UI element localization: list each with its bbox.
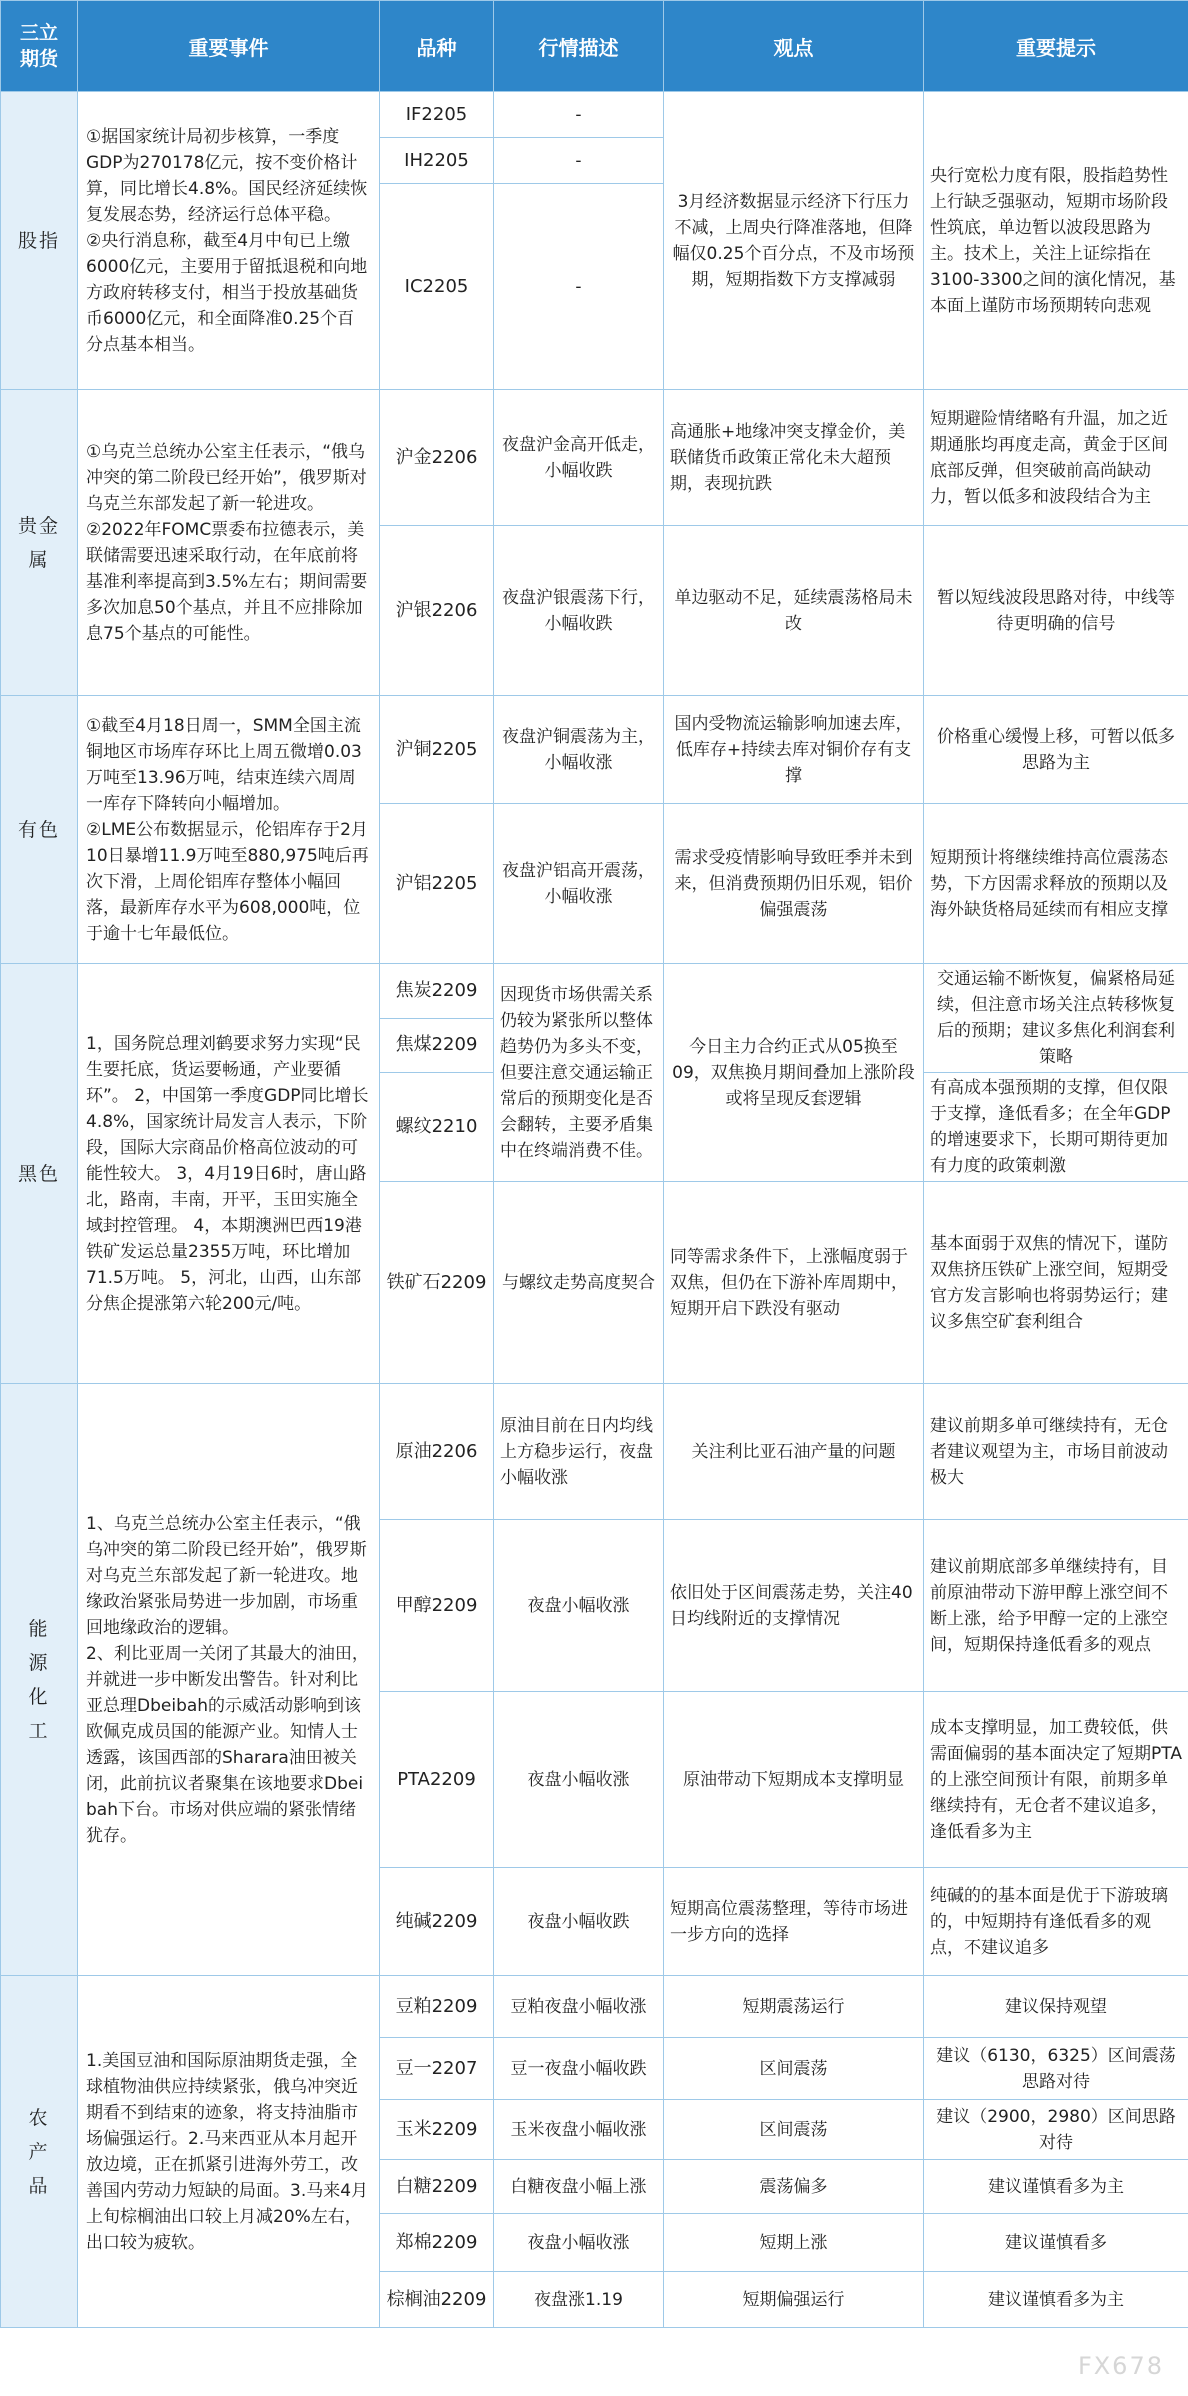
market-cell: 夜盘小幅收涨: [494, 2214, 664, 2272]
header-variety: 品种: [380, 1, 494, 92]
table-row: [1, 1976, 1188, 2038]
market-cell: 与螺纹走势高度契合: [494, 1182, 664, 1384]
header-event: 重要事件: [78, 1, 380, 92]
table-row: [1, 390, 1188, 526]
category-ferrous: 黑色: [1, 964, 78, 1384]
view-cell: 区间震荡: [664, 2038, 924, 2100]
market-cell: 夜盘涨1.19: [494, 2272, 664, 2328]
tip-cell: 建议谨慎看多为主: [924, 2272, 1188, 2328]
market-cell: 豆一夜盘小幅收跌: [494, 2038, 664, 2100]
header-market: 行情描述: [494, 1, 664, 92]
view-cell: 区间震荡: [664, 2100, 924, 2160]
view-cell: 高通胀+地缘冲突支撑金价，美联储货币政策正常化未大超预期，表现抗跌: [664, 390, 924, 526]
category-agri: [1, 1976, 78, 2328]
category-energy: [1, 1384, 78, 1976]
tip-cell: 成本支撑明显，加工费较低，供需面偏弱的基本面决定了短期PTA的上涨空间预计有限，前期多单继续持有，无仓者不建议追多，逢低看多为主: [924, 1692, 1188, 1868]
symbol-cell: 郑棉2209: [380, 2214, 494, 2272]
symbol-cell: 沪银2206: [380, 526, 494, 696]
view-cell: 原油带动下短期成本支撑明显: [664, 1692, 924, 1868]
category-nonferrous: 有色: [1, 696, 78, 964]
view-cell: 单边驱动不足，延续震荡格局未改: [664, 526, 924, 696]
market-cell: -: [494, 138, 664, 184]
symbol-cell: 焦炭2209: [380, 964, 494, 1019]
view-cell: 震荡偏多: [664, 2160, 924, 2214]
symbol-cell: 沪铝2205: [380, 804, 494, 964]
table-row: [1, 964, 1188, 1019]
symbol-cell: 焦煤2209: [380, 1018, 494, 1073]
market-cell: 夜盘沪铜震荡为主，小幅收涨: [494, 696, 664, 804]
category-equity: 股指: [1, 92, 78, 390]
symbol-cell: IC2205: [380, 184, 494, 390]
market-cell: 白糖夜盘小幅上涨: [494, 2160, 664, 2214]
tip-cell: 建议谨慎看多: [924, 2214, 1188, 2272]
tip-cell: 建议保持观望: [924, 1976, 1188, 2038]
event-nonferrous: [78, 696, 380, 964]
header-view: 观点: [664, 1, 924, 92]
view-cell: 依旧处于区间震荡走势，关注40日均线附近的支撑情况: [664, 1520, 924, 1692]
symbol-cell: 原油2206: [380, 1384, 494, 1520]
view-cell: 短期偏强运行: [664, 2272, 924, 2328]
symbol-cell: 棕榈油2209: [380, 2272, 494, 2328]
event-paragraph: 2、利比亚周一关闭了其最大的油田，并就进一步中断发出警告。针对利比亚总理Dbeibah的示威活动影响到该欧佩克成员国的能源产业。知情人士透露，该国西部的Sharara油田被关闭，此前抗议者聚集在该地要求Dbeibah下台。市场对供应端的紧张情绪犹存。: [86, 1643, 369, 1846]
tip-equity: 央行宽松力度有限，股指趋势性上行缺乏强驱动，短期市场阶段性筑底，单边暂以波段思路为主。技术上，关注上证综指在3100-3300之间的演化情况，基本面上谨防市场预期转向悲观: [924, 92, 1188, 390]
market-cell: 原油目前在日内均线上方稳步运行，夜盘小幅收涨: [494, 1384, 664, 1520]
watermark-logo: FX678: [1077, 2352, 1164, 2380]
event-paragraph: ②LME公布数据显示，伦铝库存于2月10日暴增11.9万吨至880,975吨后再次下滑，上周伦铝库存整体小幅回落，最新库存水平为608,000吨，位于逾十七年最低位。: [86, 819, 369, 944]
event-paragraph: ②央行消息称，截至4月中旬已上缴6000亿元，主要用于留抵退税和向地方政府转移支付，相当于投放基础货币6000亿元，和全面降准0.25个百分点基本相当。: [86, 230, 368, 355]
market-ferrous-shared: 因现货市场供需关系仍较为紧张所以整体趋势仍为多头不变，但要注意交通运输正常后的预期变化是否会翻转，主要矛盾集中在终端消费不佳。: [494, 964, 664, 1182]
view-equity: 3月经济数据显示经济下行压力不减，上周央行降准落地，但降幅仅0.25个百分点，不及市场预期，短期指数下方支撑减弱: [664, 92, 924, 390]
event-energy: [78, 1384, 380, 1976]
tip-ferrous-coke: 交通运输不断恢复，偏紧格局延续，但注意市场关注点转移恢复后的预期；建议多焦化利润套利策略: [924, 964, 1188, 1073]
category-agri-label: 农产品: [28, 2106, 50, 2197]
market-cell: 夜盘沪铝高开震荡，小幅收涨: [494, 804, 664, 964]
market-cell: 夜盘小幅收涨: [494, 1520, 664, 1692]
event-paragraph: 1、乌克兰总统办公室主任表示，“俄乌冲突的第二阶段已经开始”，俄罗斯对乌克兰东部发起了新一轮进攻。地缘政治紧张局势进一步加剧，市场重回地缘政治的逻辑。: [86, 1513, 367, 1638]
header-row: [1, 1, 1188, 92]
event-paragraph: ①据国家统计局初步核算，一季度GDP为270178亿元，按不变价格计算，同比增长4.8%。国民经济延续恢复发展态势，经济运行总体平稳。: [86, 126, 368, 225]
symbol-cell: 铁矿石2209: [380, 1182, 494, 1384]
market-cell: -: [494, 184, 664, 390]
view-cell: 短期高位震荡整理，等待市场进一步方向的选择: [664, 1868, 924, 1976]
tip-cell: 建议（6130，6325）区间震荡思路对待: [924, 2038, 1188, 2100]
symbol-cell: IH2205: [380, 138, 494, 184]
tip-cell: 价格重心缓慢上移，可暂以低多思路为主: [924, 696, 1188, 804]
tip-cell: 短期避险情绪略有升温，加之近期通胀均再度走高，黄金于区间底部反弹，但突破前高尚缺动力，暂以低多和波段结合为主: [924, 390, 1188, 526]
view-cell: 短期上涨: [664, 2214, 924, 2272]
symbol-cell: 沪铜2205: [380, 696, 494, 804]
table-row: [1, 696, 1188, 804]
category-energy-label: 能源化工: [28, 1617, 50, 1742]
view-cell: 关注利比亚石油产量的问题: [664, 1384, 924, 1520]
market-cell: 夜盘小幅收涨: [494, 1692, 664, 1868]
market-cell: 夜盘沪银震荡下行，小幅收跌: [494, 526, 664, 696]
tip-cell: 建议前期底部多单继续持有，目前原油带动下游甲醇上涨空间不断上涨，给予甲醇一定的上涨空间，短期保持逢低看多的观点: [924, 1520, 1188, 1692]
market-cell: 玉米夜盘小幅收涨: [494, 2100, 664, 2160]
tip-cell: 建议前期多单可继续持有，无仓者建议观望为主，市场目前波动极大: [924, 1384, 1188, 1520]
symbol-cell: 玉米2209: [380, 2100, 494, 2160]
tip-ferrous-rebar: 有高成本强预期的支撑，但仅限于支撑，逢低看多；在全年GDP的增速要求下，长期可期待更加有力度的政策刺激: [924, 1073, 1188, 1182]
view-cell: 需求受疫情影响导致旺季并未到来，但消费预期仍旧乐观，铝价偏强震荡: [664, 804, 924, 964]
symbol-cell: 白糖2209: [380, 2160, 494, 2214]
symbol-cell: 螺纹2210: [380, 1073, 494, 1182]
header-tip: 重要提示: [924, 1, 1188, 92]
event-paragraph: ①截至4月18日周一，SMM全国主流铜地区市场库存环比上周五微增0.03万吨至13.96万吨，结束连续六周周一库存下降转向小幅增加。: [86, 715, 362, 814]
market-cell: 夜盘沪金高开低走，小幅收跌: [494, 390, 664, 526]
market-cell: 夜盘小幅收跌: [494, 1868, 664, 1976]
table-row: [1, 92, 1188, 138]
tip-cell: 短期预计将继续维持高位震荡态势，下方因需求释放的预期以及海外缺货格局延续而有相应支撑: [924, 804, 1188, 964]
event-precious: [78, 390, 380, 696]
view-cell: 同等需求条件下，上涨幅度弱于双焦，但仍在下游补库周期中，短期开启下跌没有驱动: [664, 1182, 924, 1384]
tip-cell: 暂以短线波段思路对待，中线等待更明确的信号: [924, 526, 1188, 696]
category-precious: 贵金属: [1, 390, 78, 696]
header-company: 三立 期货: [1, 1, 78, 92]
table-row: [1, 1384, 1188, 1520]
tip-cell: 建议谨慎看多为主: [924, 2160, 1188, 2214]
symbol-cell: IF2205: [380, 92, 494, 138]
symbol-cell: 甲醇2209: [380, 1520, 494, 1692]
view-cell: 国内受物流运输影响加速去库，低库存+持续去库对铜价存有支撑: [664, 696, 924, 804]
view-ferrous-shared: 今日主力合约正式从05换至09，双焦换月期间叠加上涨阶段或将呈现反套逻辑: [664, 964, 924, 1182]
event-ferrous: 1，国务院总理刘鹤要求努力实现“民生要托底，货运要畅通，产业要循环”。 2，中国第一季度GDP同比增长4.8%，国家统计局发言人表示，下阶段，国际大宗商品价格高位波动的可能性较大。 3，4月19日6时，唐山路北，路南，丰南，开平，玉田实施全域封控管理。 4，本期澳洲巴西19港铁矿发运总量2355万吨，环比增加71.5万吨。 5，河北，山西，山东部分焦企提涨第六轮200元/吨。: [78, 964, 380, 1384]
tip-cell: 纯碱的的基本面是优于下游玻璃的，中短期持有逢低看多的观点，不建议追多: [924, 1868, 1188, 1976]
market-cell: -: [494, 92, 664, 138]
symbol-cell: PTA2209: [380, 1692, 494, 1868]
event-equity: [78, 92, 380, 390]
symbol-cell: 豆粕2209: [380, 1976, 494, 2038]
symbol-cell: 沪金2206: [380, 390, 494, 526]
tip-cell: 基本面弱于双焦的情况下，谨防双焦挤压铁矿上涨空间，短期受官方发言影响也将弱势运行；建议多焦空矿套利组合: [924, 1182, 1188, 1384]
symbol-cell: 豆一2207: [380, 2038, 494, 2100]
event-paragraph: ②2022年FOMC票委布拉德表示，美联储需要迅速采取行动，在年底前将基准利率提高到3.5%左右；期间需要多次加息50个基点，并且不应排除加息75个基点的可能性。: [86, 519, 368, 644]
event-agri: 1.美国豆油和国际原油期货走强，全球植物油供应持续紧张，俄乌冲突近期看不到结束的迹象，将支持油脂市场偏强运行。2.马来西亚从本月起开放边境，正在抓紧引进海外劳工，改善国内劳动力短缺的局面。3.马来4月上旬棕榈油出口较上月减20%左右，出口较为疲软。: [78, 1976, 380, 2328]
market-cell: 豆粕夜盘小幅收涨: [494, 1976, 664, 2038]
symbol-cell: 纯碱2209: [380, 1868, 494, 1976]
tip-cell: 建议（2900，2980）区间思路对待: [924, 2100, 1188, 2160]
view-cell: 短期震荡运行: [664, 1976, 924, 2038]
event-paragraph: ①乌克兰总统办公室主任表示，“俄乌冲突的第二阶段已经开始”，俄罗斯对乌克兰东部发起了新一轮进攻。: [86, 441, 367, 514]
